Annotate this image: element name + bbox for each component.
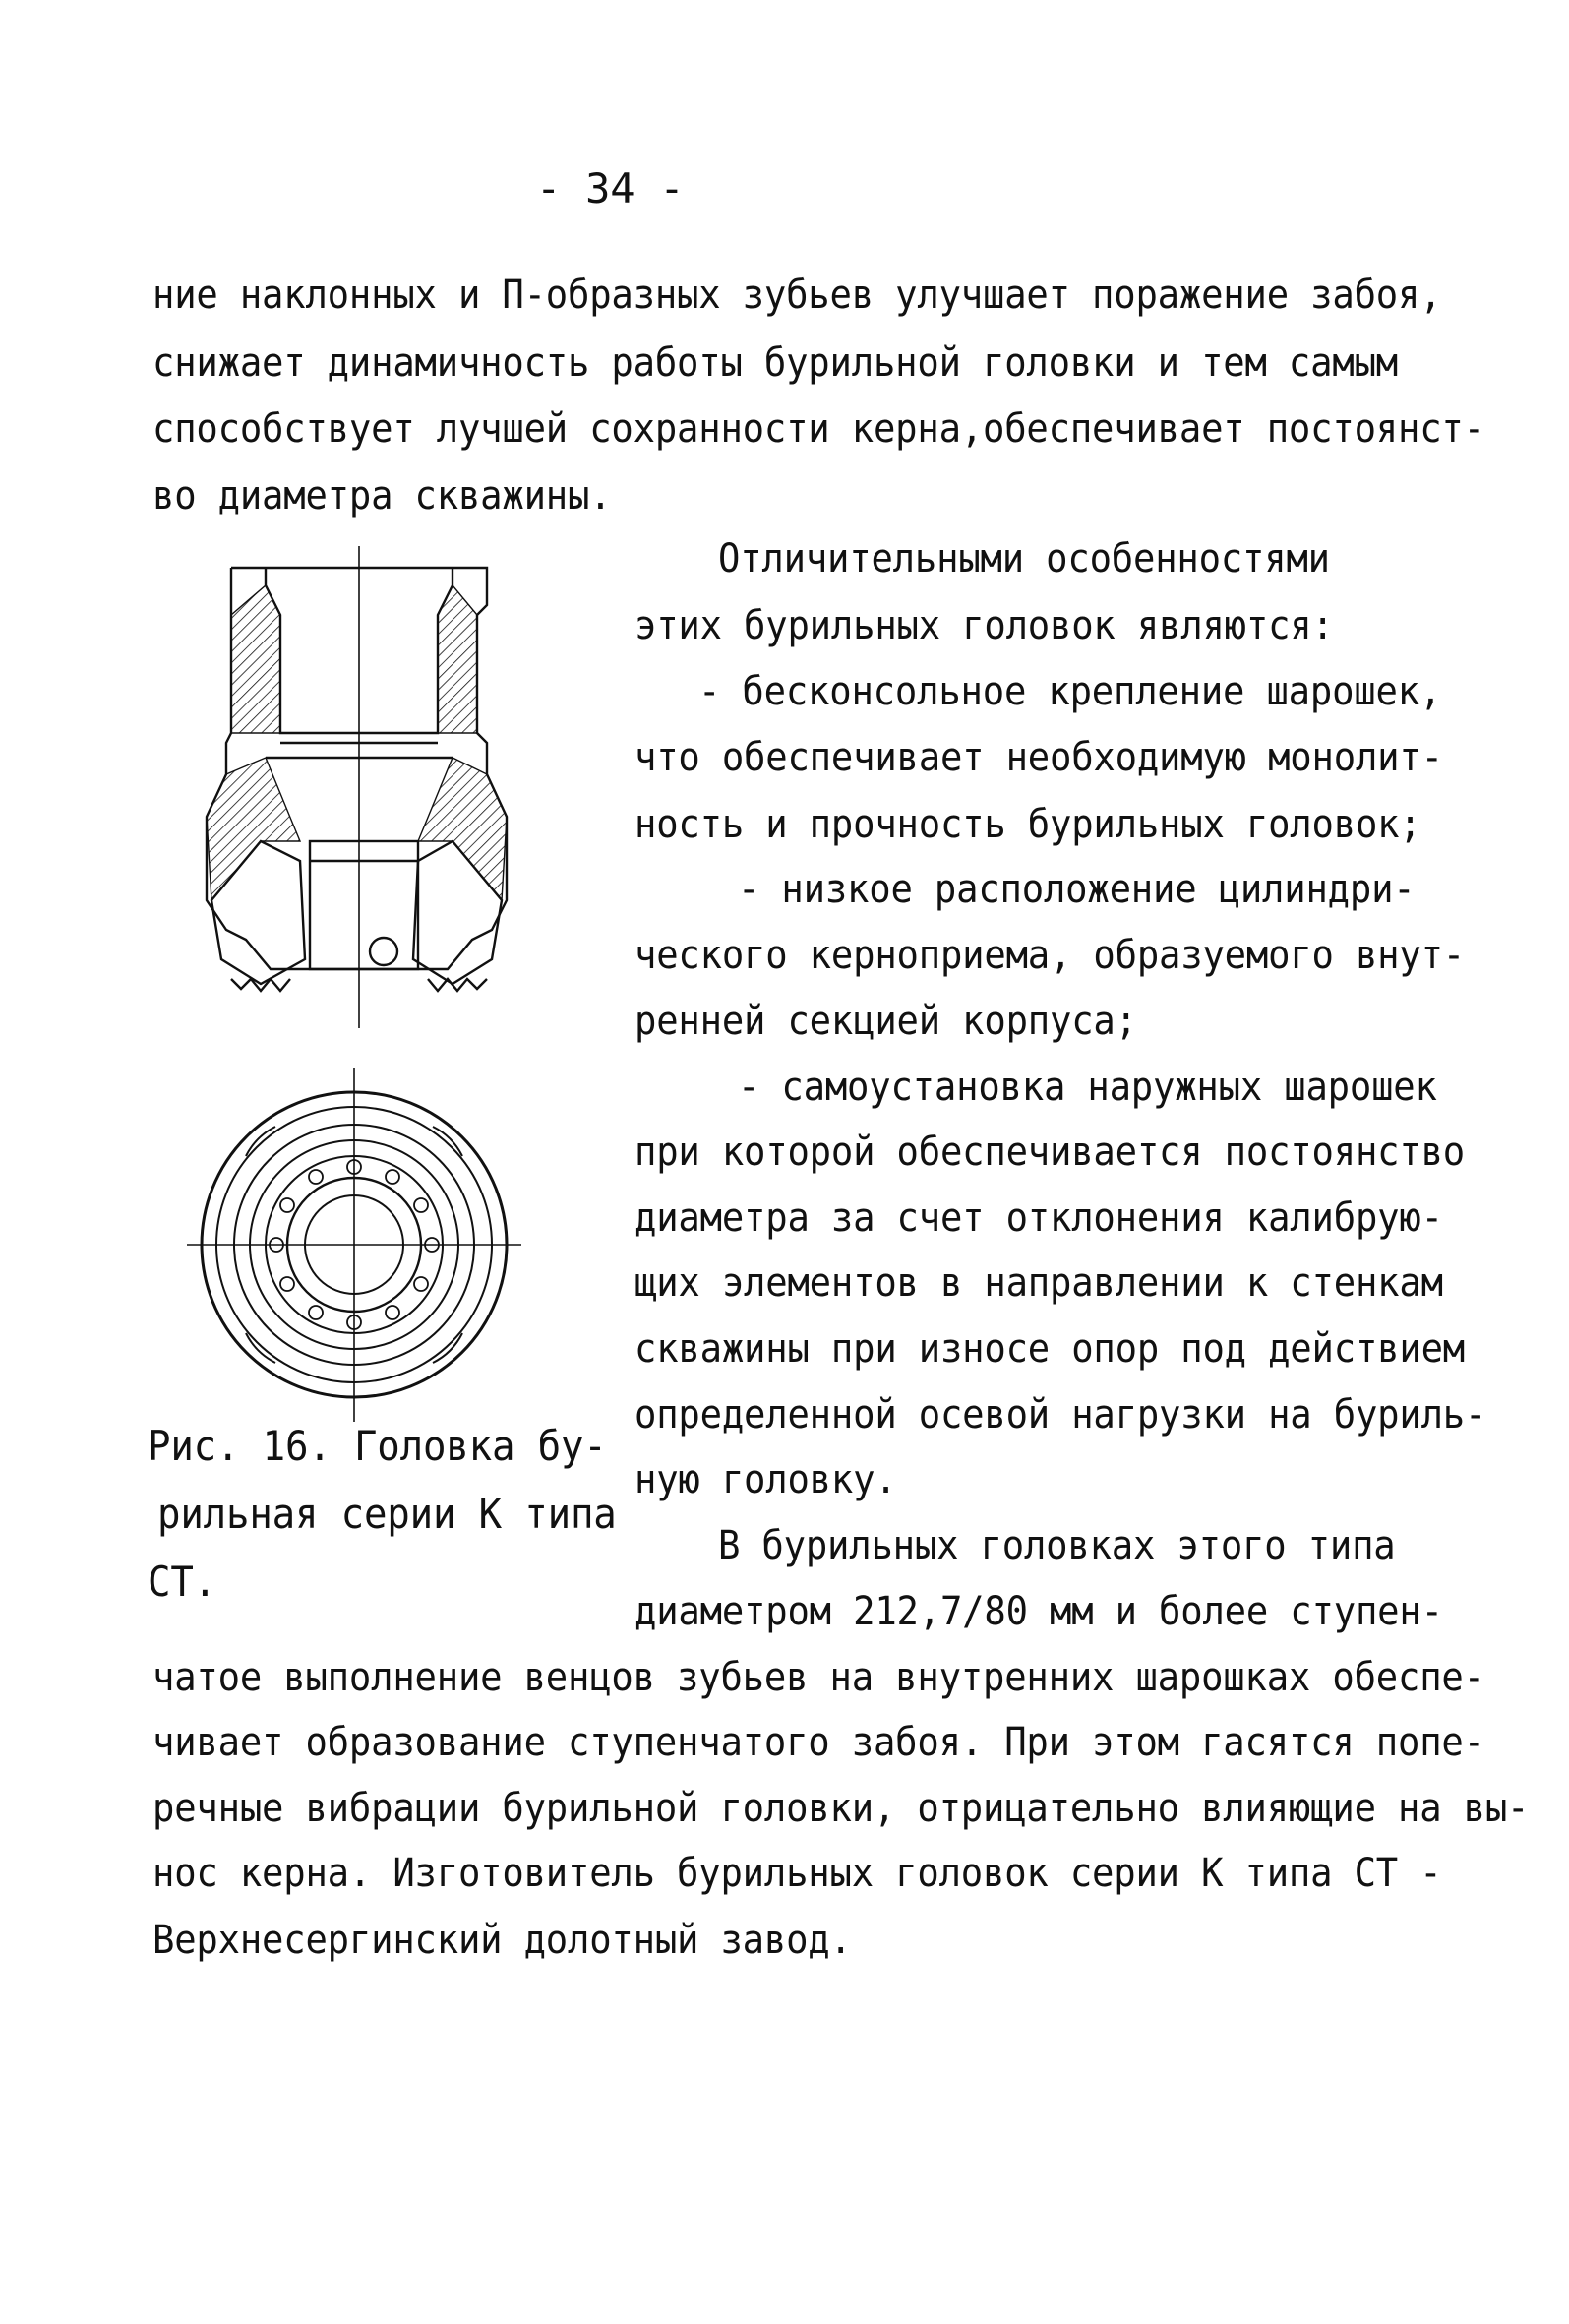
paragraph-1-line-2: снижает динамичность работы бурильной головки и тем самым bbox=[152, 340, 1398, 386]
figure-caption-line-1: Рис. 16. Головка бу- bbox=[148, 1422, 607, 1470]
paragraph-2-line-6: - низкое расположение цилиндри- bbox=[738, 867, 1416, 912]
drill-head-bottom-view-drawing bbox=[187, 1068, 521, 1422]
paragraph-3-line-6: нос керна. Изготовитель бурильных головок серии К типа СТ - bbox=[152, 1851, 1442, 1896]
paragraph-2-line-4: что обеспечивает необходимую монолит- bbox=[634, 735, 1443, 780]
paragraph-2-line-12: щих элементов в направлении к стенкам bbox=[634, 1260, 1443, 1306]
paragraph-3-line-7: Верхнесергинский долотный завод. bbox=[152, 1918, 852, 1963]
paragraph-2-line-7: ческого керноприема, образуемого внут- bbox=[634, 933, 1466, 978]
paragraph-1-line-4: во диаметра скважины. bbox=[152, 473, 612, 519]
drill-head-section-drawing bbox=[192, 546, 516, 1028]
paragraph-2-line-14: определенной осевой нагрузки на буриль- bbox=[634, 1392, 1487, 1437]
paragraph-1-line-3: способствует лучшей сохранности керна,обеспечивает постоянст- bbox=[152, 406, 1485, 452]
paragraph-3-line-5: речные вибрации бурильной головки, отрицательно влияющие на вы- bbox=[152, 1786, 1530, 1831]
figure-caption-line-2: рильная серии К типа bbox=[157, 1490, 617, 1538]
paragraph-2-line-13: скважины при износе опор под действием bbox=[634, 1326, 1466, 1372]
paragraph-2-line-2: этих бурильных головок являются: bbox=[634, 603, 1334, 648]
paragraph-2-line-1: Отличительными особенностями bbox=[718, 536, 1330, 581]
paragraph-3-line-2: диаметром 212,7/80 мм и более ступен- bbox=[634, 1589, 1443, 1634]
paragraph-2-line-15: ную головку. bbox=[634, 1457, 897, 1502]
paragraph-2-line-8: ренней секцией корпуса; bbox=[634, 999, 1137, 1044]
paragraph-3-line-1: В бурильных головках этого типа bbox=[718, 1523, 1396, 1568]
paragraph-3-line-3: чатое выполнение венцов зубьев на внутренних шарошках обеспе- bbox=[152, 1655, 1485, 1700]
figure-caption-line-3: СТ. bbox=[148, 1558, 216, 1606]
paragraph-2-line-11: диаметра за счет отклонения калибрую- bbox=[634, 1195, 1443, 1241]
paragraph-3-line-4: чивает образование ступенчатого забоя. При этом гасятся попе- bbox=[152, 1720, 1485, 1765]
paragraph-2-line-9: - самоустановка наружных шарошек bbox=[738, 1065, 1437, 1110]
paragraph-2-line-5: ность и прочность бурильных головок; bbox=[634, 802, 1421, 847]
paragraph-1-line-1: ние наклонных и П-образных зубьев улучшает поражение забоя, bbox=[152, 273, 1442, 318]
page-number: - 34 - bbox=[536, 164, 685, 213]
paragraph-2-line-10: при которой обеспечивается постоянство bbox=[634, 1130, 1466, 1175]
paragraph-2-line-3: - бесконсольное крепление шарошек, bbox=[698, 669, 1442, 714]
